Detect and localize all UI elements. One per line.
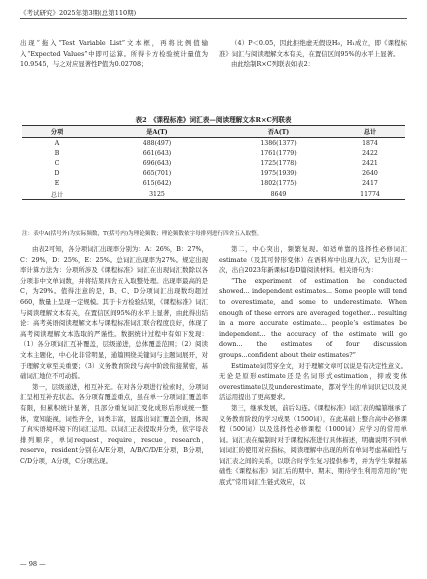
table-cell: D — [54, 170, 60, 178]
table-cell: 11774 — [335, 189, 405, 200]
table-cell: 665(701) — [142, 170, 172, 178]
table-cell: 3125 — [92, 189, 222, 200]
table-cell: 2421 — [362, 159, 378, 167]
table-cell: 488(497) — [142, 139, 172, 147]
top-left-column — [20, 38, 208, 70]
table-cell: 661(643) — [142, 149, 172, 157]
header-cell: 否A(T) — [222, 126, 335, 138]
paragraph: Estimate词贯穿全文，对于理解文章可以说是有决定性意义。无论是原形estimate还是名词形式estimation，抑或变体overestimate以及underestimate，都对学生的单词识记以及灵活运用提出了更高要求。 — [219, 361, 407, 402]
table-cell: 696(643) — [142, 159, 172, 167]
table-cell: 2640 — [362, 170, 378, 178]
paragraph: 由表2可知，各分项词汇出现率分别为：A：26%，B：27%，C：29%，D：25%，E：25%。总词汇出现率为27%。规定出现率计算方法为：分项所涉及《课程标准》词汇在出现词汇数除以各分项非中文单词数，并将结果四舍五入取整处理。出现率最高的是C，为29%。值得注意的是，B、C、D分项词汇出现数均超过660，数量上呈现一定规模。其于卡方检验结果，《课程标准》词汇与阅读理解文本有关，在置信区间95%的水平上显著，由此得出结论：高考英语阅读理解文本与课程标准词汇联合程度良好，体现了高考阅读理解文本选取的严谨性。数据统计过程中有如下发现：（1）各分项词汇互补覆盖，层级递进，总体覆盖范围；（2）阅读文本主题化，中心化非常明显，通篇围绕关键词与主题词展开，对于理解文章至关重要；（3）义务教育阶段与高中阶段衔接紧密，基础词汇地位不可动摇。 — [20, 245, 208, 381]
paragraph: 由此绘制R×C列联表如表2： — [231, 60, 315, 69]
table-cell: C — [54, 159, 60, 167]
table-cell: B — [54, 149, 60, 157]
table-caption: 表2 《课程标准》词汇表—阅读理解文本R×C列联表 — [135, 116, 292, 124]
contingency-table — [22, 125, 405, 200]
table-cell: E — [54, 180, 60, 188]
header-cell: 分项 — [22, 126, 92, 138]
table-row — [22, 138, 405, 149]
bottom-left-column — [20, 244, 208, 466]
table-total-row — [22, 189, 405, 200]
table-row — [22, 179, 405, 189]
table-cell: 2422 — [362, 149, 378, 157]
table-row — [22, 158, 405, 168]
table-cell: 615(642) — [142, 180, 172, 188]
paragraph: 出现“拖入“Test Variable List”文本框，再将比例值输入“Expected Values”中即可运算。所得卡方检验统计量值为10.9545，与之对应显著性P值为0.02708； — [20, 39, 208, 69]
header-cell: 总计 — [335, 126, 405, 138]
quoted-passage: “The experiment of estimation he conducted showed... independent estimates... Some people will tend to overestimate, and some to underestimate. When enough of these errors are averaged together... resulting in a more accurate estimate... people’s estimates be independent... the accuracy of the estimate will go down... the estimates of four discussion groups...confident about their estimates?” — [219, 276, 407, 359]
table-cell: 1975(1939) — [260, 170, 297, 178]
table-row — [22, 148, 405, 158]
bottom-right-column — [219, 244, 407, 488]
table-cell: A — [54, 139, 60, 147]
table-cell: 8649 — [222, 189, 335, 200]
table-header-row — [22, 126, 405, 138]
table-cell: 1874 — [362, 139, 378, 147]
table-row — [22, 169, 405, 179]
table-cell: 总计 — [22, 189, 92, 200]
paragraph: 第一，层级递进，相互补充。在对各分项进行检索时，分项词汇呈相互补充状态。各分项有覆盖重点，虽在单一分项词汇覆盖率有限，但累积统计显著，且部分重复词汇变化成形后形成统一整体，宽知能视，词性齐全，词类丰富，显露出词汇覆盖全面，体现了真实语境环境下的词汇运用。以词汇正表提取并分类，依字母表排列顺序，单词request，require，rescue，research，reserve，resident分别在A/E分项，A/B/C/D/E分项，B分项，C/D分项，A分项，C分项出现。 — [20, 382, 208, 465]
table-cell: 2417 — [362, 180, 378, 188]
paragraph: 第二，中心突出，频繁复现。如适单靠的选择性必修词汇estimate（及其可替形变体）在语料库中出现九次，记为出现一次，出自2023年新课标Ⅰ卷D篇阅读材料。相关语句为： — [219, 245, 407, 275]
journal-header: 《考试研究》2025年第3期(总第110期) — [20, 9, 137, 17]
table-cell: 1802(1775) — [260, 180, 297, 188]
paragraph: （4）P＜0.05，因此拒绝虚无假设H₀，H₁成立，即《课程标准》词汇与阅读理解文本有关，在置信区间95%的水平上显著。 — [219, 39, 407, 58]
table-note: 注：表中A(括号外)为实际频数，T(括号内)为理论频数；理论频数依字母排列进行四舍五入取整。 — [22, 231, 263, 237]
table-cell: 1725(1778) — [260, 159, 297, 167]
table-cell: 1761(1779) — [260, 149, 297, 157]
table-cell: 1386(1377) — [260, 139, 297, 147]
header-cell: 是A(T) — [92, 126, 222, 138]
top-right-column — [219, 38, 407, 70]
paragraph: 第三，继承发展，前后勾连。《课程标准》词汇表的编纂继承了义务教育阶段的学习成果（1500词），在此基础上整合高中必修课程（500词）以及选择性必修课程（1000词）应学习的常用单词。词汇表在编制时对于课程标准进行具体描述，明确说明不同单词词汇的使用对应指标，阅读理解中出现的所有单词考虑基础性与词汇表之间的关系，以联合时学生复习提供参考，并为学生掌握基础性《课程标准》词汇后的期中、期末、期待学生利用常用的“兜底式”常用词汇生链式效应，以 — [219, 403, 407, 487]
header-rule — [20, 18, 407, 19]
page-number: — 98 — — [20, 560, 46, 568]
